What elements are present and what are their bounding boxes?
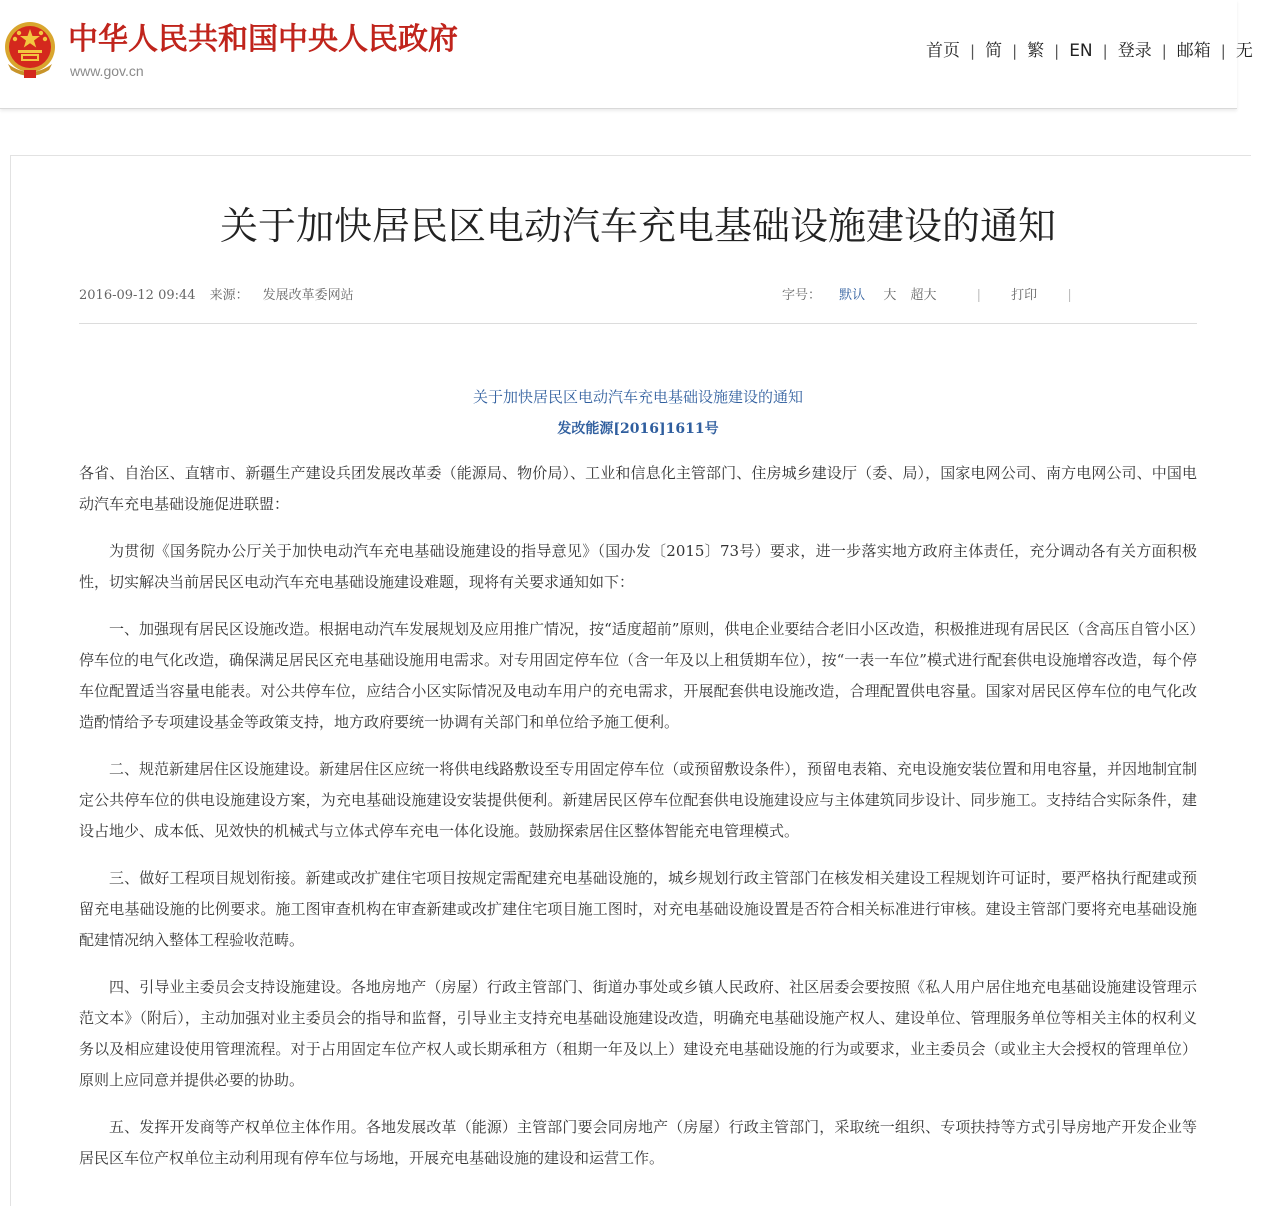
paragraph-item-3: 三、做好工程项目规划衔接。新建或改扩建住宅项目按规定需配建充电基础设施的，城乡规划行政主管部门在核发相关建设工程规划许可证时，要严格执行配建或预留充电基础设施的比例要求。施工图审查机构在审查新建或改扩建住宅项目施工图时，对充电基础设施设置是否符合相关标准进行审核。建设主管部门要将充电基础设施配建情况纳入整体工程验收范畴。 [79,869,1197,949]
site-name[interactable]: 中华人民共和国中央人民政府 [68,22,458,57]
paragraph-item-1: 一、加强现有居民区设施改造。根据电动汽车发展规划及应用推广情况，按“适度超前”原则，供电企业要结合老旧小区改造，积极推进现有居民区（含高压自管小区）停车位的电气化改造，确保满足居民区充电基础设施用电需求。对专用固定停车位（含一年及以上租赁期车位），按“一表一车位”模式进行配套供电设施增容改造，每个停车位配置适当容量电能表。对公共停车位，应结合小区实际情况及电动车用户的充电需求，开展配套供电设施改造，合理配置供电容量。国家对居民区停车位的电气化改造酌情给予专项建设基金等政策支持，地方政府要统一协调有关部门和单位给予施工便利。 [79,620,1197,731]
tools-divider: | [976,288,982,303]
nav-separator: | [1161,42,1167,60]
nav-separator: | [1220,42,1226,60]
print-button[interactable]: 打印 [1011,288,1038,303]
article-tools [782,284,1098,308]
article-body [79,458,1197,1190]
publish-date: 2016-09-12 09:44 [79,288,196,303]
paragraph-item-5: 五、发挥开发商等产权单位主体作用。各地发展改革（能源）主管部门要会同房地产（房屋）行政主管部门，采取统一组织、专项扶持等方式引导房地产开发企业等居民区车位产权单位主动利用现有停车位与场地，开展充电基础设施的建设和运营工作。 [79,1118,1197,1167]
nav-separator: | [970,42,976,60]
paragraph-intro: 为贯彻《国务院办公厅关于加快电动汽车充电基础设施建设的指导意见》（国办发〔2015〕73号）要求，进一步落实地方政府主体责任，充分调动各有关方面积极性，切实解决当前居民区电动汽车充电基础设施建设难题，现将有关要求通知如下： [79,542,1197,591]
nav-english[interactable]: EN [1069,41,1093,61]
nav-login[interactable]: 登录 [1117,41,1152,61]
nav-separator: | [1054,42,1060,60]
nav-mailbox[interactable]: 邮箱 [1176,41,1211,61]
nav-accessibility[interactable]: 无 [1235,41,1253,61]
site-header [0,0,1253,109]
top-nav [926,38,1253,64]
paragraph-item-2: 二、规范新建居住区设施建设。新建居住区应统一将供电线路敷设至专用固定停车位（或预留敷设条件），预留电表箱、充电设施安装位置和用电容量，并因地制宜制定公共停车位的供电设施建设方案，为充电基础设施建设安装提供便利。新建居民区停车位配套供电设施建设应与主体建筑同步设计、同步施工。支持结合实际条件，建设占地少、成本低、见效快的机械式与立体式停车充电一体化设施。鼓励探索居住区整体智能充电管理模式。 [79,760,1197,840]
meta-divider [79,323,1197,324]
national-emblem-icon[interactable] [2,20,58,80]
nav-traditional[interactable]: 繁 [1027,41,1045,61]
article-card [10,155,1251,1206]
nav-separator: | [1012,42,1018,60]
article-meta-info [79,284,368,308]
nav-home[interactable]: 首页 [926,41,960,61]
article-meta [79,284,1197,308]
document-title: 关于加快居民区电动汽车充电基础设施建设的通知 [472,388,803,406]
font-size-large-button[interactable]: 大 [883,288,897,303]
paragraph-addressees: 各省、自治区、直辖市、新疆生产建设兵团发展改革委（能源局、物价局）、工业和信息化主管部门、住房城乡建设厅（委、局），国家电网公司、南方电网公司、中国电动汽车充电基础设施促进联盟： [79,464,1197,513]
source-name: 发展改革委网站 [262,288,354,303]
nav-separator: | [1102,42,1108,60]
source-label: 来源： [209,288,249,303]
document-number: 发改能源[2016]1611号 [557,421,719,437]
nav-simplified[interactable]: 简 [985,41,1003,61]
article-title: 关于加快居民区电动汽车充电基础设施建设的通知 [219,204,1056,248]
paragraph-item-4: 四、引导业主委员会支持设施建设。各地房地产（房屋）行政主管部门、街道办事处或乡镇人民政府、社区居委会要按照《私人用户居住地充电基础设施建设管理示范文本》（附后），主动加强对业主委员会的指导和监督，引导业主支持充电基础设施建设改造，明确充电基础设施产权人、建设单位、管理服务单位等相关主体的权利义务以及相应建设使用管理流程。对于占用固定车位产权人或长期承租方（租期一年及以上）建设充电基础设施的行为或要求，业主委员会（或业主大会授权的管理单位）原则上应同意并提供必要的协助。 [79,978,1197,1089]
font-size-default-button[interactable]: 默认 [839,288,866,303]
font-size-label: 字号： [782,288,822,303]
font-size-xlarge-button[interactable]: 超大 [910,288,937,303]
tools-divider: | [1067,288,1072,303]
site-domain: www.gov.cn [70,63,144,79]
